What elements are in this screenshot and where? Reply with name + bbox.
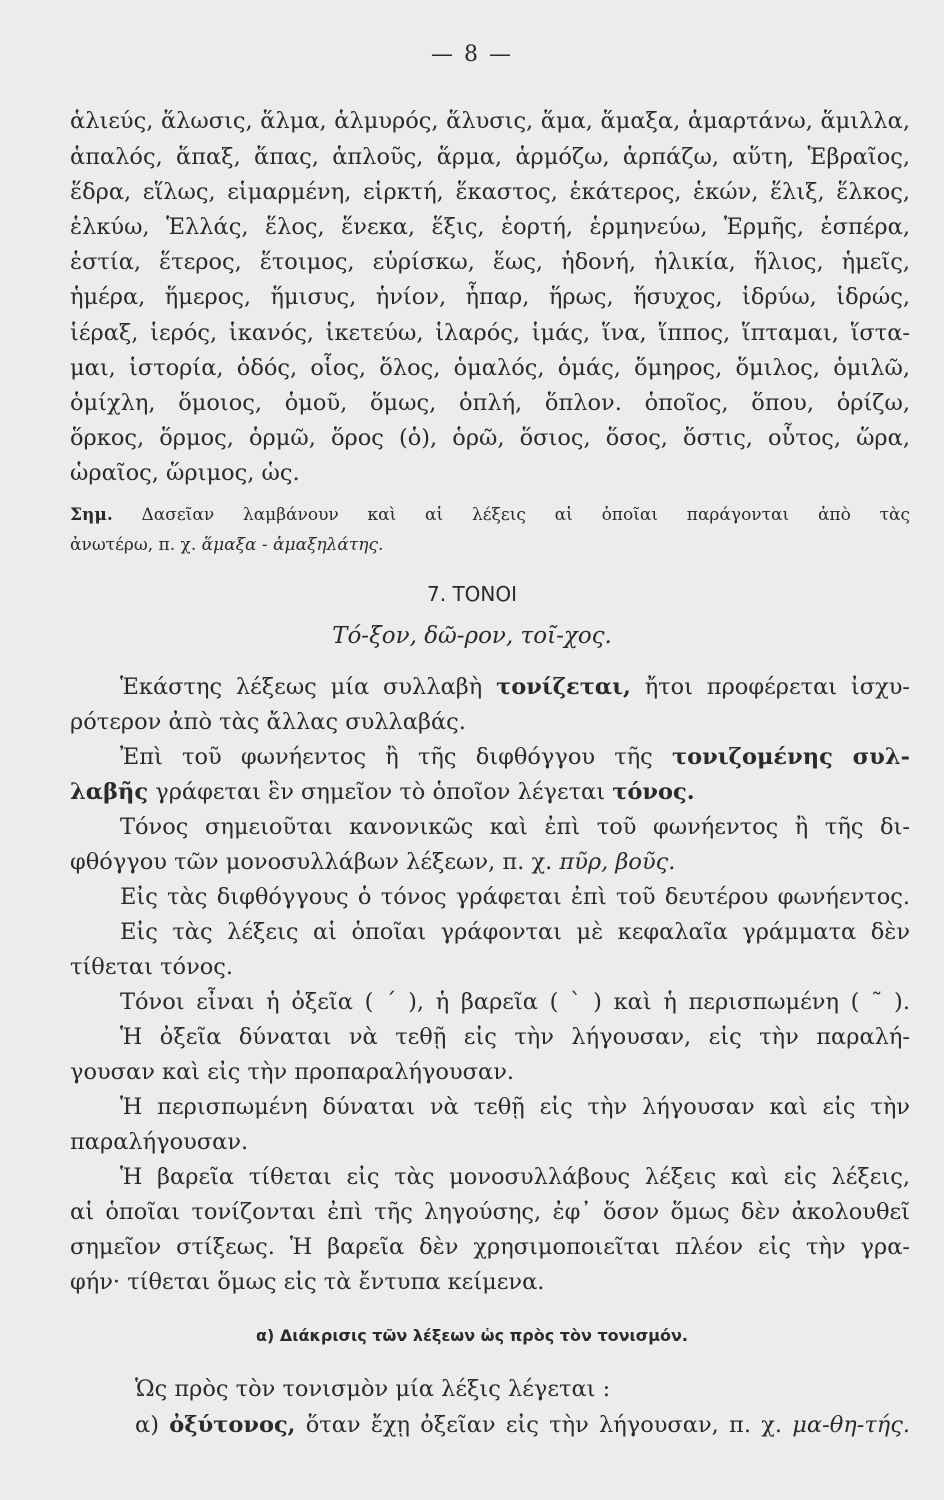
syllable-example: Τό-ξον, δῶ-ρον, τοῖ-χος.: [332, 623, 612, 649]
bold-term: τονιζομένης συλ-: [671, 744, 910, 770]
text-run: α): [135, 1412, 170, 1438]
paragraph-line: Τόνοι εἶναι ἡ ὀξεῖα ( ΄ ), ἡ βαρεῖα ( ` ) καὶ ἡ περισπωμένη ( ῀ ).: [120, 989, 910, 1015]
paragraph-line: [70, 672, 910, 702]
text-run: ὅταν ἔχῃ ὀξεῖαν εἰς τὴν λήγουσαν, π. χ.: [295, 1412, 793, 1438]
section-title: 7. ΤΟΝΟΙ: [427, 582, 517, 606]
italic-example: μα-θη-τής.: [792, 1412, 911, 1438]
paragraph-line: Ἡ βαρεῖα τίθεται εἰς τὰς μονοσυλλάβους λέξεις καὶ εἰς λέξεις,: [120, 1164, 910, 1190]
text-run: Ἐπὶ τοῦ φωνήεντος ἢ τῆς διφθόγγου τῆς: [120, 744, 672, 770]
list-line: ἑλκύω, Ἑλλάς, ἕλος, ἕνεκα, ἕξις, ἑορτή, ἑρμηνεύω, Ἑρμῆς, ἑσπέρα,: [70, 214, 910, 240]
bold-term: τονίζεται,: [496, 674, 631, 700]
list-line: ἕδρα, εἵλως, εἱμαρμένη, εἱρκτή, ἕκαστος, ἑκάτερος, ἑκών, ἕλιξ, ἕλκος,: [70, 179, 910, 205]
paragraph-line: τίθεται τόνος.: [70, 954, 234, 980]
list-line: ὅρκος, ὅρμος, ὁρμῶ, ὅρος (ὁ), ὁρῶ, ὅσιος, ὅσος, ὅστις, οὗτος, ὥρα,: [70, 425, 910, 451]
note-text: Δασεῖαν λαμβάνουν καὶ αἱ λέξεις αἱ ὁποῖαι παράγονται ἀπὸ τὰς: [141, 505, 910, 525]
list-line: ὁμίχλη, ὅμοιος, ὁμοῦ, ὅμως, ὁπλή, ὅπλον. ὁποῖος, ὅπου, ὁρίζω,: [70, 390, 910, 416]
text-run: φθόγγου τῶν μονοσυλλάβων λέξεων, π. χ.: [70, 849, 560, 875]
list-line: ἁλιεύς, ἅλωσις, ἅλμα, ἁλμυρός, ἅλυσις, ἅμα, ἅμαξα, ἁμαρτάνω, ἅμιλλα,: [70, 108, 910, 134]
paragraph-line: φήν· τίθεται ὅμως εἰς τὰ ἔντυπα κείμενα.: [70, 1269, 545, 1295]
paragraph-line: [70, 742, 910, 772]
bold-term: λαβῆς: [70, 779, 149, 805]
text-run: ἤτοι προφέρεται ἰσχυ-: [630, 674, 910, 700]
paragraph-line: Εἰς τὰς λέξεις αἱ ὁποῖαι γράφονται μὲ κεφαλαῖα γράμματα δὲν: [120, 919, 910, 945]
note-example: ἅμαξα - ἁμαξηλάτης.: [201, 535, 384, 555]
note-line-2: [70, 530, 910, 560]
paragraph-line: παραλήγουσαν.: [70, 1129, 249, 1155]
paragraph-line: Ὡς πρὸς τὸν τονισμὸν μία λέξις λέγεται :: [135, 1376, 611, 1402]
note-line-1: [70, 500, 910, 530]
list-line: ἑστία, ἕτερος, ἕτοιμος, εὑρίσκω, ἕως, ἡδονή, ἡλικία, ἥλιος, ἡμεῖς,: [70, 249, 910, 275]
subsection-title: α) Διάκρισις τῶν λέξεων ὡς πρὸς τὸν τονισμόν.: [256, 1326, 688, 1345]
list-line: ὡραῖος, ὥριμος, ὡς.: [70, 460, 300, 486]
italic-example: πῦρ, βοῦς.: [559, 849, 676, 875]
paragraph-line: αἱ ὁποῖαι τονίζονται ἐπὶ τῆς ληγούσης, ἐφ᾽ ὅσον ὅμως δὲν ἀκολουθεῖ: [70, 1199, 910, 1225]
paragraph-line: ρότερον ἀπὸ τὰς ἄλλας συλλαβάς.: [70, 709, 466, 735]
list-line: ἱέραξ, ἱερός, ἱκανός, ἱκετεύω, ἱλαρός, ἱμάς, ἵνα, ἵππος, ἵπταμαι, ἵστα-: [70, 320, 910, 346]
paragraph-line: γουσαν καὶ εἰς τὴν προπαραλήγουσαν.: [70, 1059, 515, 1085]
bold-term: τόνος.: [612, 779, 695, 805]
bold-term: ὀξύτονος,: [169, 1412, 296, 1438]
paragraph-line: Ἡ περισπωμένη δύναται νὰ τεθῇ εἰς τὴν λήγουσαν καὶ εἰς τὴν: [120, 1094, 910, 1120]
paragraph-line: Ἡ ὀξεῖα δύναται νὰ τεθῇ εἰς τὴν λήγουσαν, εἰς τὴν παραλή-: [120, 1024, 910, 1050]
note-label: Σημ.: [70, 505, 113, 525]
paragraph-line: [70, 777, 910, 807]
list-line: ἁπαλός, ἅπαξ, ἅπας, ἁπλοῦς, ἅρμα, ἁρμόζω, ἁρπάζω, αὕτη, Ἑβραῖος,: [70, 144, 910, 170]
note-prefix: ἀνωτέρω, π. χ.: [70, 535, 197, 555]
paragraph-line: Τόνος σημειοῦται κανονικῶς καὶ ἐπὶ τοῦ φωνήεντος ἢ τῆς δι-: [120, 814, 910, 840]
text-run: γράφεται ἓν σημεῖον τὸ ὁποῖον λέγεται: [148, 779, 613, 805]
list-line: ἡμέρα, ἥμερος, ἥμισυς, ἡνίον, ἧπαρ, ἥρως, ἥσυχος, ἱδρύω, ἱδρώς,: [70, 284, 910, 310]
paragraph-line: [70, 1410, 910, 1440]
paragraph-line: σημεῖον στίξεως. Ἡ βαρεῖα δὲν χρησιμοποιεῖται πλέον εἰς τὴν γρα-: [70, 1234, 910, 1260]
paragraph-line: [70, 847, 910, 877]
page-number: — 8 —: [431, 42, 513, 67]
list-line: μαι, ἱστορία, ὁδός, οἷος, ὅλος, ὁμαλός, ὁμάς, ὅμηρος, ὅμιλος, ὁμιλῶ,: [70, 355, 910, 381]
paragraph-line: Εἰς τὰς διφθόγγους ὁ τόνος γράφεται ἐπὶ τοῦ δευτέρου φωνήεντος.: [120, 884, 910, 910]
text-run: Ἑκάστης λέξεως μία συλλαβὴ: [120, 674, 497, 700]
